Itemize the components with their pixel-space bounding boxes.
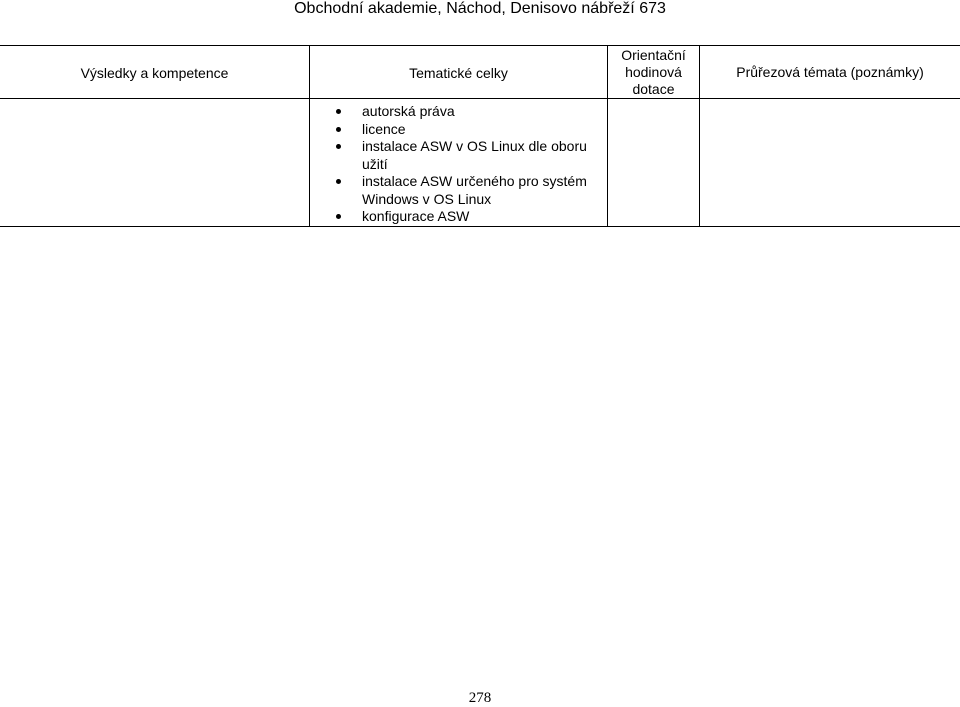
list-item — [310, 103, 607, 121]
topic-text: konfigurace ASW — [362, 208, 469, 224]
topic-text: licence — [362, 121, 406, 137]
topic-text: autorská práva — [362, 103, 455, 119]
table-header-row — [0, 46, 960, 99]
topic-text: instalace ASW určeného pro systém Windows v OS Linux — [362, 173, 587, 207]
curriculum-table — [0, 45, 960, 227]
themes-cell — [700, 99, 960, 227]
table-row — [0, 99, 960, 227]
column-header-results-label: Výsledky a kompetence — [81, 65, 229, 81]
bullet-icon — [336, 144, 341, 149]
column-header-themes — [700, 46, 960, 99]
bullet-icon — [336, 214, 341, 219]
list-item — [310, 138, 607, 173]
page-header: Obchodní akademie, Náchod, Denisovo nábřeží 673 — [0, 0, 960, 18]
topic-text: instalace ASW v OS Linux dle oboru užití — [362, 138, 587, 172]
page-number: 278 — [0, 690, 960, 707]
list-item — [310, 173, 607, 208]
topics-list — [310, 99, 607, 226]
list-item — [310, 121, 607, 139]
bullet-icon — [336, 179, 341, 184]
topics-cell — [310, 99, 608, 227]
column-header-hours — [608, 46, 700, 99]
column-header-hours-label: Orientační hodinová dotace — [621, 47, 686, 97]
column-header-themes-label: Průřezová témata (poznámky) — [736, 64, 924, 80]
column-header-topics-label: Tematické celky — [409, 65, 508, 81]
hours-cell — [608, 99, 700, 227]
column-header-topics — [310, 46, 608, 99]
bullet-icon — [336, 109, 341, 114]
results-cell — [0, 99, 310, 227]
column-header-results — [0, 46, 310, 99]
bullet-icon — [336, 127, 341, 132]
list-item — [310, 208, 607, 226]
